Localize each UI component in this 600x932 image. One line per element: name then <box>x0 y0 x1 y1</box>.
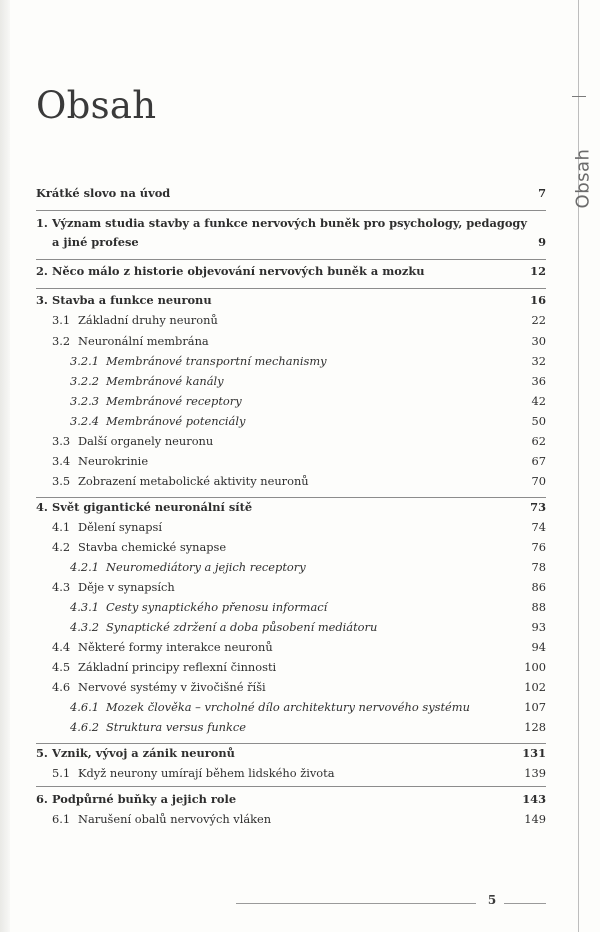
toc-entry-title: Stavba a funkce neuronu <box>52 293 212 307</box>
toc-entry-title: Základní principy reflexní činnosti <box>78 660 277 674</box>
toc-entry-number: 4.4 <box>52 640 71 654</box>
toc-entry-title: Některé formy interakce neuronů <box>78 640 273 654</box>
toc-entry-number: 3.2 <box>52 334 71 348</box>
toc-entry-chapter-4[interactable] <box>36 500 546 520</box>
toc-entry-page: 131 <box>522 746 546 760</box>
toc-entry-section[interactable] <box>36 540 546 560</box>
toc-entry-section[interactable] <box>36 640 546 660</box>
toc-entry-subsection[interactable] <box>36 600 546 620</box>
chapter-separator <box>36 259 546 260</box>
toc-entry-subsection[interactable] <box>36 374 546 394</box>
toc-entry-section[interactable] <box>36 454 546 474</box>
toc-entry-number: 4. <box>36 500 48 514</box>
chapter-separator <box>36 288 546 289</box>
toc-entry-section[interactable] <box>36 434 546 454</box>
toc-entry-chapter-6[interactable] <box>36 792 546 812</box>
toc-entry-subsection[interactable] <box>36 560 546 580</box>
toc-entry-number: 4.6.2 <box>70 720 99 734</box>
chapter-separator <box>36 743 546 744</box>
toc-entry-section[interactable] <box>36 812 546 832</box>
toc-entry-title: Stavba chemické synapse <box>78 540 227 554</box>
toc-entry-subsection[interactable] <box>36 620 546 640</box>
margin-rule-accent <box>572 96 586 97</box>
toc-entry-title: Vznik, vývoj a zánik neuronů <box>52 746 235 760</box>
toc-entry-page: 30 <box>531 334 546 348</box>
toc-entry-title: Děje v synapsích <box>78 580 175 594</box>
toc-entry-title: Membránové potenciály <box>106 414 246 428</box>
toc-entry-subsection[interactable] <box>36 394 546 414</box>
toc-entry-page: 128 <box>524 720 546 734</box>
toc-entry-page: 22 <box>531 313 546 327</box>
toc-entry-title: Narušení obalů nervových vláken <box>78 812 272 826</box>
toc-entry-page: 149 <box>524 812 546 826</box>
toc-entry-title: Membránové transportní mechanismy <box>106 354 327 368</box>
toc-entry-section[interactable] <box>36 520 546 540</box>
toc-entry-page: 139 <box>524 766 546 780</box>
toc-entry-title: Podpůrné buňky a jejich role <box>52 792 237 806</box>
toc-entry-page: 32 <box>531 354 546 368</box>
toc-entry-number: 4.1 <box>52 520 71 534</box>
toc-entry-title: Neuromediátory a jejich receptory <box>106 560 306 574</box>
toc-entry-title: Nervové systémy v živočišné říši <box>78 680 266 694</box>
toc-entry-page: 70 <box>531 474 546 488</box>
toc-entry-chapter-5[interactable] <box>36 746 546 766</box>
toc-entry-page: 86 <box>531 580 546 594</box>
toc-entry-section[interactable] <box>36 334 546 354</box>
toc-entry-title: Membránové receptory <box>106 394 242 408</box>
toc-entry-page: 50 <box>531 414 546 428</box>
toc-entry-chapter-1[interactable] <box>36 216 546 236</box>
toc-entry-subsection[interactable] <box>36 354 546 374</box>
toc-entry-number: 3.3 <box>52 434 71 448</box>
toc-entry-number: 6.1 <box>52 812 71 826</box>
toc-entry-page: 76 <box>531 540 546 554</box>
toc-entry-section[interactable] <box>36 680 546 700</box>
toc-entry-chapter-1-continuation[interactable] <box>52 235 546 255</box>
toc-entry-section[interactable] <box>36 313 546 333</box>
side-section-tab <box>563 148 600 208</box>
toc-entry-number: 4.3.2 <box>70 620 99 634</box>
toc-entry-section[interactable] <box>36 580 546 600</box>
side-section-label: Obsah <box>572 148 594 208</box>
toc-entry-title: Neuronální membrána <box>78 334 209 348</box>
footer-rule-right <box>504 903 546 904</box>
toc-entry-title: Synaptické zdržení a doba působení mediátoru <box>106 620 378 634</box>
toc-entry-title: Když neurony umírají během lidského života <box>78 766 335 780</box>
toc-entry-number: 5.1 <box>52 766 71 780</box>
toc-entry-subsection[interactable] <box>36 700 546 720</box>
toc-entry-number: 5. <box>36 746 48 760</box>
toc-entry-number: 6. <box>36 792 48 806</box>
toc-entry-title: Mozek člověka – vrcholné dílo architektury nervového systému <box>106 700 470 714</box>
toc-entry-page: 88 <box>531 600 546 614</box>
margin-rule <box>578 0 579 932</box>
toc-entry-page: 94 <box>531 640 546 654</box>
toc-entry-page: 7 <box>538 186 546 200</box>
toc-entry-title: Svět gigantické neuronální sítě <box>52 500 253 514</box>
toc-entry-page: 67 <box>531 454 546 468</box>
footer-rule-left <box>236 903 476 904</box>
book-spine-shadow <box>0 0 10 932</box>
toc-entry-page: 74 <box>531 520 546 534</box>
toc-entry-number: 4.5 <box>52 660 71 674</box>
toc-entry-number: 3.2.4 <box>70 414 99 428</box>
toc-entry-page: 78 <box>531 560 546 574</box>
toc-entry-section[interactable] <box>36 660 546 680</box>
toc-entry-title: Význam studia stavby a funkce nervových buněk pro psychology, pedagogy <box>52 216 527 230</box>
toc-entry-number: 3.4 <box>52 454 71 468</box>
toc-entry-chapter-3[interactable] <box>36 293 546 313</box>
toc-entry-number: 4.6.1 <box>70 700 99 714</box>
toc-entry-title: Zobrazení metabolické aktivity neuronů <box>78 474 309 488</box>
chapter-separator <box>36 497 546 498</box>
toc-entry-title: Neurokrinie <box>78 454 149 468</box>
toc-entry-number: 4.2 <box>52 540 71 554</box>
toc-entry-page: 143 <box>522 792 546 806</box>
toc-entry-title-continuation: a jiné profese <box>52 235 139 249</box>
toc-entry-number: 4.3 <box>52 580 71 594</box>
toc-entry-title: Dělení synapsí <box>78 520 163 534</box>
toc-entry-page: 36 <box>531 374 546 388</box>
toc-entry-intro[interactable] <box>36 186 546 206</box>
toc-entry-page: 9 <box>538 235 546 249</box>
toc-entry-page: 62 <box>531 434 546 448</box>
toc-entry-section[interactable] <box>36 474 546 494</box>
toc-entry-page: 107 <box>524 700 546 714</box>
toc-entry-page: 16 <box>530 293 546 307</box>
page-title: Obsah <box>36 84 157 127</box>
chapter-separator <box>36 786 546 787</box>
toc-entry-title: Další organely neuronu <box>78 434 214 448</box>
toc-entry-title: Membránové kanály <box>106 374 224 388</box>
toc-entry-number: 3. <box>36 293 48 307</box>
chapter-separator <box>36 210 546 211</box>
toc-entry-title: Krátké slovo na úvod <box>36 186 171 200</box>
toc-entry-number: 3.5 <box>52 474 71 488</box>
toc-entry-number: 2. <box>36 264 48 278</box>
toc-entry-number: 3.1 <box>52 313 71 327</box>
toc-entry-title: Cesty synaptického přenosu informací <box>106 600 328 614</box>
toc-entry-number: 4.2.1 <box>70 560 99 574</box>
toc-entry-page: 12 <box>530 264 546 278</box>
toc-entry-number: 3.2.1 <box>70 354 99 368</box>
page-number: 5 <box>487 893 497 907</box>
toc-entry-page: 73 <box>530 500 546 514</box>
toc-entry-page: 100 <box>524 660 546 674</box>
toc-entry-number: 3.2.3 <box>70 394 99 408</box>
toc-entry-page: 93 <box>531 620 546 634</box>
toc-entry-subsection[interactable] <box>36 720 546 740</box>
toc-entry-title: Něco málo z historie objevování nervových buněk a mozku <box>52 264 425 278</box>
toc-entry-chapter-2[interactable] <box>36 264 546 284</box>
toc-entry-number: 3.2.2 <box>70 374 99 388</box>
toc-entry-title: Struktura versus funkce <box>106 720 247 734</box>
toc-entry-number: 4.6 <box>52 680 71 694</box>
toc-entry-number: 1. <box>36 216 48 230</box>
toc-entry-title: Základní druhy neuronů <box>78 313 218 327</box>
toc-entry-page: 102 <box>524 680 546 694</box>
toc-entry-page: 42 <box>531 394 546 408</box>
toc-entry-number: 4.3.1 <box>70 600 99 614</box>
toc-entry-section[interactable] <box>36 766 546 786</box>
toc-entry-subsection[interactable] <box>36 414 546 434</box>
